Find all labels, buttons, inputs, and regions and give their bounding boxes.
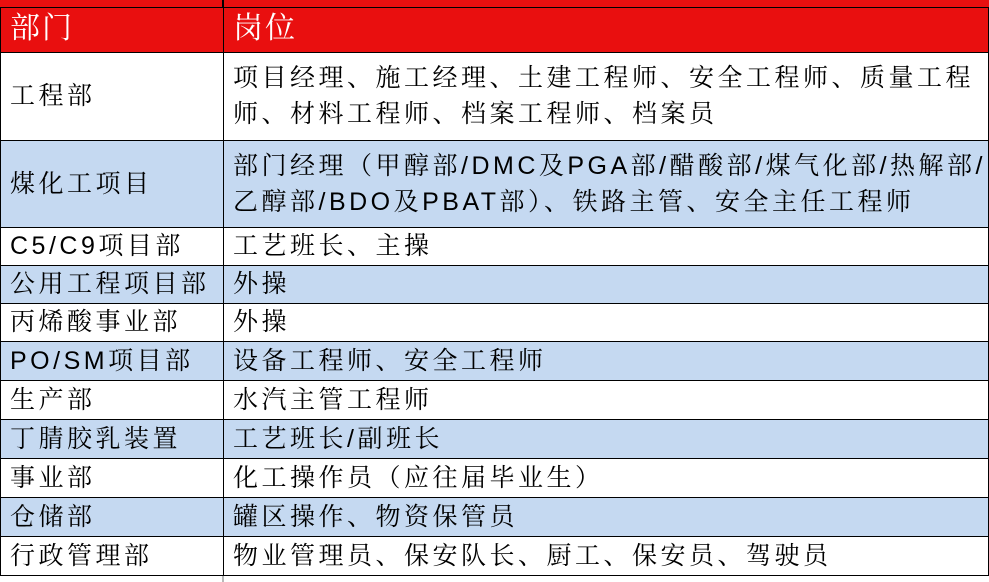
table-row: [1, 458, 989, 497]
positions-cell: 水汽主管工程师: [224, 380, 989, 419]
positions-cell: 工艺班长/副班长: [224, 419, 989, 458]
table-row: [1, 497, 989, 536]
positions-cell: 外操: [224, 303, 989, 341]
department-cell: 行政管理部: [1, 536, 224, 575]
table-body: [1, 52, 989, 575]
column-divider: [222, 576, 224, 582]
table-row: [1, 52, 989, 140]
header-row: [1, 8, 989, 52]
table-row: [1, 265, 989, 303]
table-row: [1, 140, 989, 227]
department-cell: 事业部: [1, 458, 224, 497]
positions-cell: 化工操作员（应往届毕业生）: [224, 458, 989, 497]
department-cell: 工程部: [1, 52, 224, 140]
department-cell: 公用工程项目部: [1, 265, 224, 303]
department-cell: 煤化工项目: [1, 140, 224, 227]
cutoff-row-top: [0, 0, 989, 8]
positions-cell: 外操: [224, 265, 989, 303]
positions-cell: 物业管理员、保安队长、厨工、保安员、驾驶员: [224, 536, 989, 575]
department-cell: 生产部: [1, 380, 224, 419]
column-divider: [222, 0, 224, 7]
department-cell: 丙烯酸事业部: [1, 303, 224, 341]
department-cell: C5/C9项目部: [1, 227, 224, 265]
table-row: [1, 303, 989, 341]
positions-cell: 部门经理（甲醇部/DMC及PGA部/醋酸部/煤气化部/热解部/乙醇部/BDO及PBAT部）、铁路主管、安全主任工程师: [224, 140, 989, 227]
table-row: [1, 419, 989, 458]
department-position-table: [0, 8, 989, 576]
positions-cell: 设备工程师、安全工程师: [224, 341, 989, 380]
positions-cell: 项目经理、施工经理、土建工程师、安全工程师、质量工程师、材料工程师、档案工程师、档案员: [224, 52, 989, 140]
department-cell: 丁腈胶乳装置: [1, 419, 224, 458]
table-row: [1, 341, 989, 380]
column-header-department: 部门: [1, 8, 224, 52]
positions-cell: 罐区操作、物资保管员: [224, 497, 989, 536]
department-cell: PO/SM项目部: [1, 341, 224, 380]
table-row: [1, 227, 989, 265]
cutoff-row-bottom: [0, 576, 989, 582]
table-row: [1, 380, 989, 419]
positions-cell: 工艺班长、主操: [224, 227, 989, 265]
department-cell: 仓储部: [1, 497, 224, 536]
table-row: [1, 536, 989, 575]
column-header-position: 岗位: [224, 8, 989, 52]
